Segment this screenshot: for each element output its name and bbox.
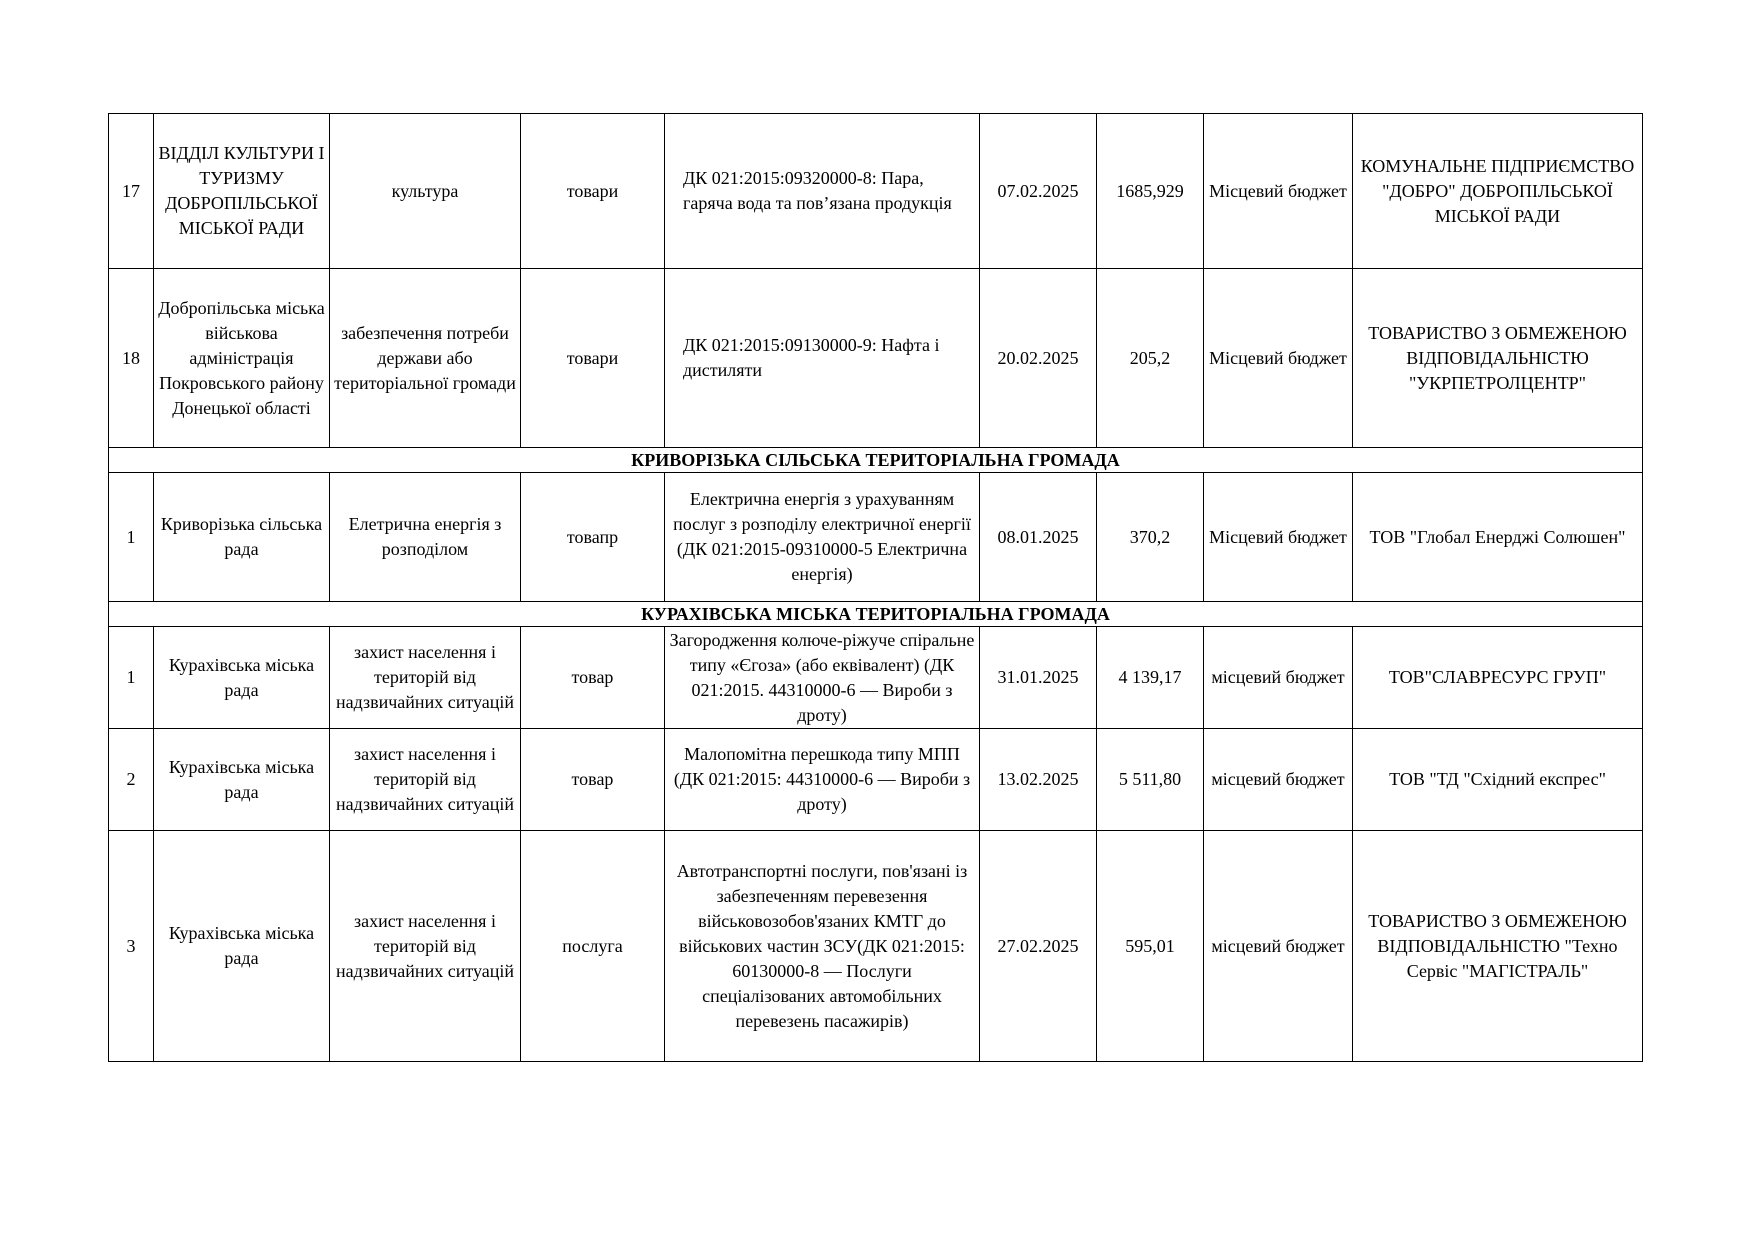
cell-number: 1 <box>109 627 154 729</box>
cell-supplier: ТОВ "Глобал Енерджі Солюшен" <box>1353 473 1643 602</box>
table-row <box>109 831 1643 1062</box>
cell-type: товари <box>521 114 665 269</box>
cell-sector: забезпечення потреби держави або територіальної громади <box>330 269 521 448</box>
cell-amount: 4 139,17 <box>1097 627 1204 729</box>
table-row <box>109 729 1643 831</box>
cell-budget: Місцевий бюджет <box>1204 114 1353 269</box>
cell-amount: 595,01 <box>1097 831 1204 1062</box>
cell-supplier: ТОВ"СЛАВРЕСУРС ГРУП" <box>1353 627 1643 729</box>
cell-supplier: ТОВАРИСТВО З ОБМЕЖЕНОЮ ВІДПОВІДАЛЬНІСТЮ "УКРПЕТРОЛЦЕНТР" <box>1353 269 1643 448</box>
cell-subject: ДК 021:2015:09130000-9: Нафта і дистиляти <box>665 269 980 448</box>
cell-budget: Місцевий бюджет <box>1204 473 1353 602</box>
cell-customer: Курахівська міська рада <box>154 729 330 831</box>
table-row <box>109 269 1643 448</box>
cell-amount: 370,2 <box>1097 473 1204 602</box>
cell-sector: захист населення і територій від надзвичайних ситуацій <box>330 729 521 831</box>
cell-sector: культура <box>330 114 521 269</box>
cell-amount: 205,2 <box>1097 269 1204 448</box>
cell-subject: ДК 021:2015:09320000-8: Пара, гаряча вода та пов’язана продукція <box>665 114 980 269</box>
cell-amount: 1685,929 <box>1097 114 1204 269</box>
cell-number: 2 <box>109 729 154 831</box>
cell-date: 20.02.2025 <box>980 269 1097 448</box>
table-row <box>109 473 1643 602</box>
table-row <box>109 627 1643 729</box>
cell-subject: Малопомітна перешкода типу МПП (ДК 021:2015: 44310000-6 — Вироби з дроту) <box>665 729 980 831</box>
cell-budget: місцевий бюджет <box>1204 627 1353 729</box>
cell-customer: Добропільська міська військова адміністрація Покровського району Донецької області <box>154 269 330 448</box>
cell-subject: Автотранспортні послуги, пов'язані із забезпеченням перевезення військовозобов'язаних КМТГ до військових частин ЗСУ(ДК 021:2015: 60130000-8 — Послуги спеціалізованих автомобільних перевезень пасажирів) <box>665 831 980 1062</box>
procurement-table <box>108 113 1643 1062</box>
cell-budget: Місцевий бюджет <box>1204 269 1353 448</box>
cell-date: 13.02.2025 <box>980 729 1097 831</box>
cell-customer: Криворізька сільська рада <box>154 473 330 602</box>
cell-amount: 5 511,80 <box>1097 729 1204 831</box>
cell-number: 1 <box>109 473 154 602</box>
cell-supplier: КОМУНАЛЬНЕ ПІДПРИЄМСТВО "ДОБРО" ДОБРОПІЛЬСЬКОЇ МІСЬКОЇ РАДИ <box>1353 114 1643 269</box>
cell-date: 08.01.2025 <box>980 473 1097 602</box>
cell-budget: місцевий бюджет <box>1204 831 1353 1062</box>
cell-type: товар <box>521 729 665 831</box>
cell-date: 27.02.2025 <box>980 831 1097 1062</box>
cell-date: 07.02.2025 <box>980 114 1097 269</box>
cell-type: товар <box>521 627 665 729</box>
cell-sector: Елетрична енергія з розподілом <box>330 473 521 602</box>
cell-supplier: ТОВАРИСТВО З ОБМЕЖЕНОЮ ВІДПОВІДАЛЬНІСТЮ "Техно Сервіс "МАГІСТРАЛЬ" <box>1353 831 1643 1062</box>
cell-number: 3 <box>109 831 154 1062</box>
cell-supplier: ТОВ "ТД "Східний експрес" <box>1353 729 1643 831</box>
cell-budget: місцевий бюджет <box>1204 729 1353 831</box>
cell-customer: ВІДДІЛ КУЛЬТУРИ І ТУРИЗМУ ДОБРОПІЛЬСЬКОЇ МІСЬКОЇ РАДИ <box>154 114 330 269</box>
cell-date: 31.01.2025 <box>980 627 1097 729</box>
section-title: КРИВОРІЗЬКА СІЛЬСЬКА ТЕРИТОРІАЛЬНА ГРОМАДА <box>109 448 1643 473</box>
cell-customer: Курахівська міська рада <box>154 627 330 729</box>
cell-sector: захист населення і територій від надзвичайних ситуацій <box>330 831 521 1062</box>
cell-subject: Загородження колюче-ріжуче спіральне типу «Єгоза» (або еквівалент) (ДК 021:2015. 44310000-6 — Вироби з дроту) <box>665 627 980 729</box>
cell-type: послуга <box>521 831 665 1062</box>
table-row <box>109 114 1643 269</box>
section-title: КУРАХІВСЬКА МІСЬКА ТЕРИТОРІАЛЬНА ГРОМАДА <box>109 602 1643 627</box>
cell-type: товари <box>521 269 665 448</box>
cell-type: товапр <box>521 473 665 602</box>
cell-number: 18 <box>109 269 154 448</box>
table-body <box>109 114 1643 1062</box>
cell-number: 17 <box>109 114 154 269</box>
cell-customer: Курахівська міська рада <box>154 831 330 1062</box>
section-header-row <box>109 448 1643 473</box>
cell-subject: Електрична енергія з урахуванням послуг з розподілу електричної енергії (ДК 021:2015-09310000-5 Електрична енергія) <box>665 473 980 602</box>
cell-sector: захист населення і територій від надзвичайних ситуацій <box>330 627 521 729</box>
section-header-row <box>109 602 1643 627</box>
